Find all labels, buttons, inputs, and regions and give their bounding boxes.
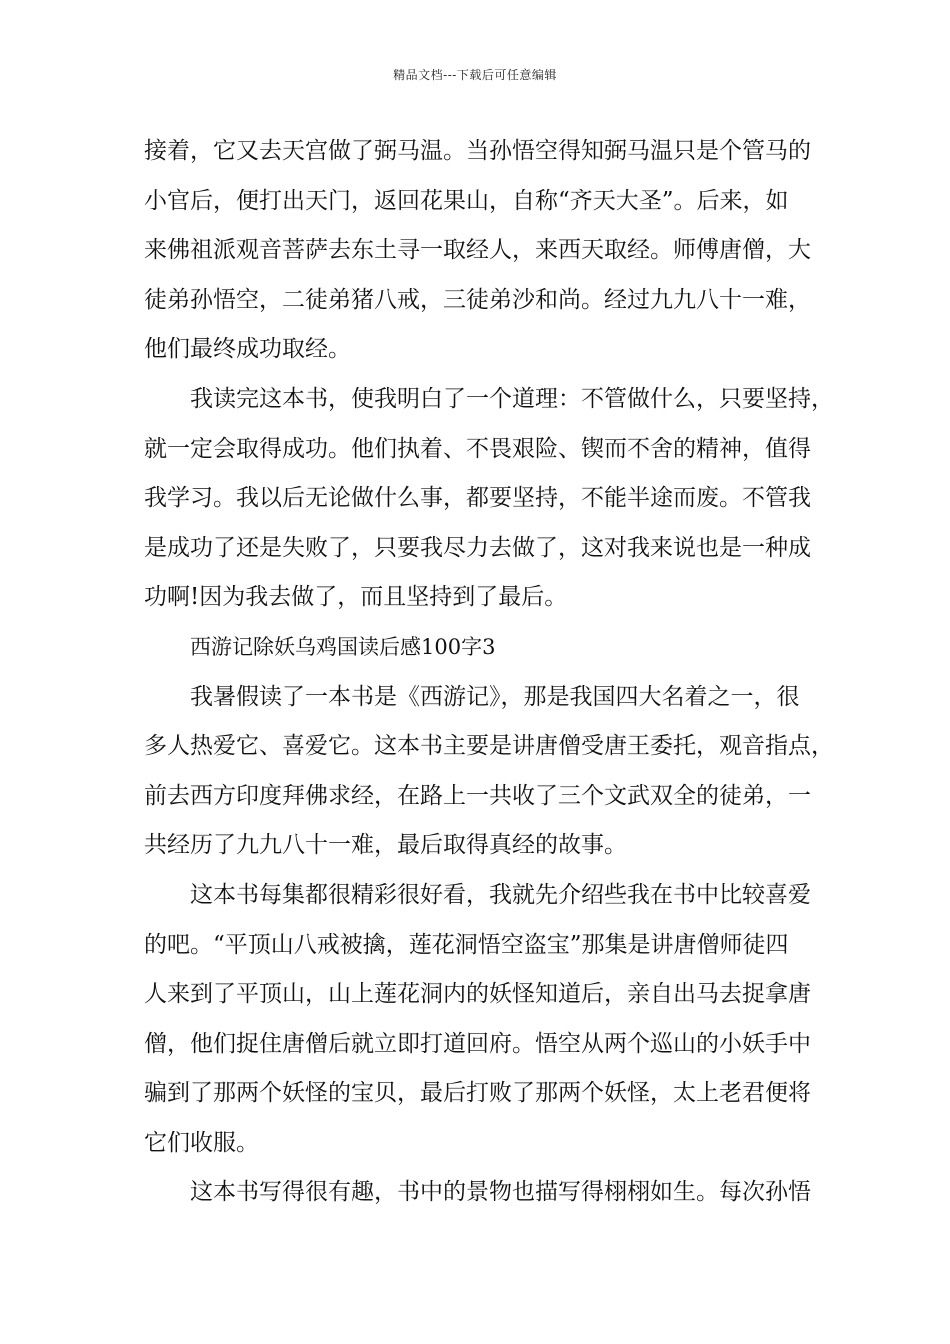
text-line: 徒弟孙悟空，二徒弟猪八戒，三徒弟沙和尚。经过九九八十一难， — [144, 286, 811, 313]
text-line: 我暑假读了一本书是《西游记》，那是我国四大名着之一，很 — [190, 683, 800, 710]
text-line: 功啊!因为我去做了，而且坚持到了最后。 — [144, 584, 568, 611]
text-line: 接着，它又去天宫做了弼马温。当孙悟空得知弼马温只是个管马的 — [144, 138, 811, 164]
text-line: 是成功了还是失败了，只要我尽力去做了，这对我来说也是一种成 — [144, 534, 811, 561]
text-line: 这本书每集都很精彩很好看，我就先介绍些我在书中比较喜爱 — [190, 881, 811, 908]
text-line: 就一定会取得成功。他们执着、不畏艰险、锲而不舍的精神，值得 — [144, 435, 811, 462]
text-line: 这本书写得很有趣，书中的景物也描写得栩栩如生。每次孙悟 — [190, 1179, 811, 1206]
page-header: 精品文档---下载后可任意编辑 — [393, 68, 557, 82]
text-line: 人来到了平顶山，山上莲花洞内的妖怪知道后，亲自出马去捉拿唐 — [144, 981, 811, 1008]
text-line: 我读完这本书，使我明白了一个道理：不管做什么，只要坚持， — [190, 385, 834, 412]
text-line: 它们收服。 — [144, 1129, 259, 1156]
text-line: 多人热爱它、喜爱它。这本书主要是讲唐僧受唐王委托，观音指点， — [144, 733, 834, 760]
text-line: 僧，他们捉住唐僧后就立即打道回府。悟空从两个巡山的小妖手中 — [144, 1030, 811, 1057]
text-line: 小官后，便打出天门，返回花果山，自称“齐天大圣”。后来，如 — [144, 187, 789, 214]
section-heading: 西游记除妖乌鸡国读后感100字3 — [190, 634, 496, 659]
text-line: 的吧。“平顶山八戒被擒，莲花洞悟空盗宝”那集是讲唐僧师徒四 — [144, 931, 789, 958]
text-line: 我学习。我以后无论做什么事，都要坚持，不能半途而废。不管我 — [144, 485, 811, 512]
text-line: 前去西方印度拜佛求经，在路上一共收了三个文武双全的徒弟，一 — [144, 782, 811, 809]
text-line: 来佛祖派观音菩萨去东土寻一取经人，来西天取经。师傅唐僧，大 — [144, 237, 811, 264]
text-line: 骗到了那两个妖怪的宝贝，最后打败了那两个妖怪，太上老君便将 — [144, 1080, 811, 1107]
text-line: 他们最终成功取经。 — [144, 336, 351, 363]
body-text — [144, 127, 834, 1218]
text-line: 共经历了九九八十一难，最后取得真经的故事。 — [144, 832, 627, 859]
